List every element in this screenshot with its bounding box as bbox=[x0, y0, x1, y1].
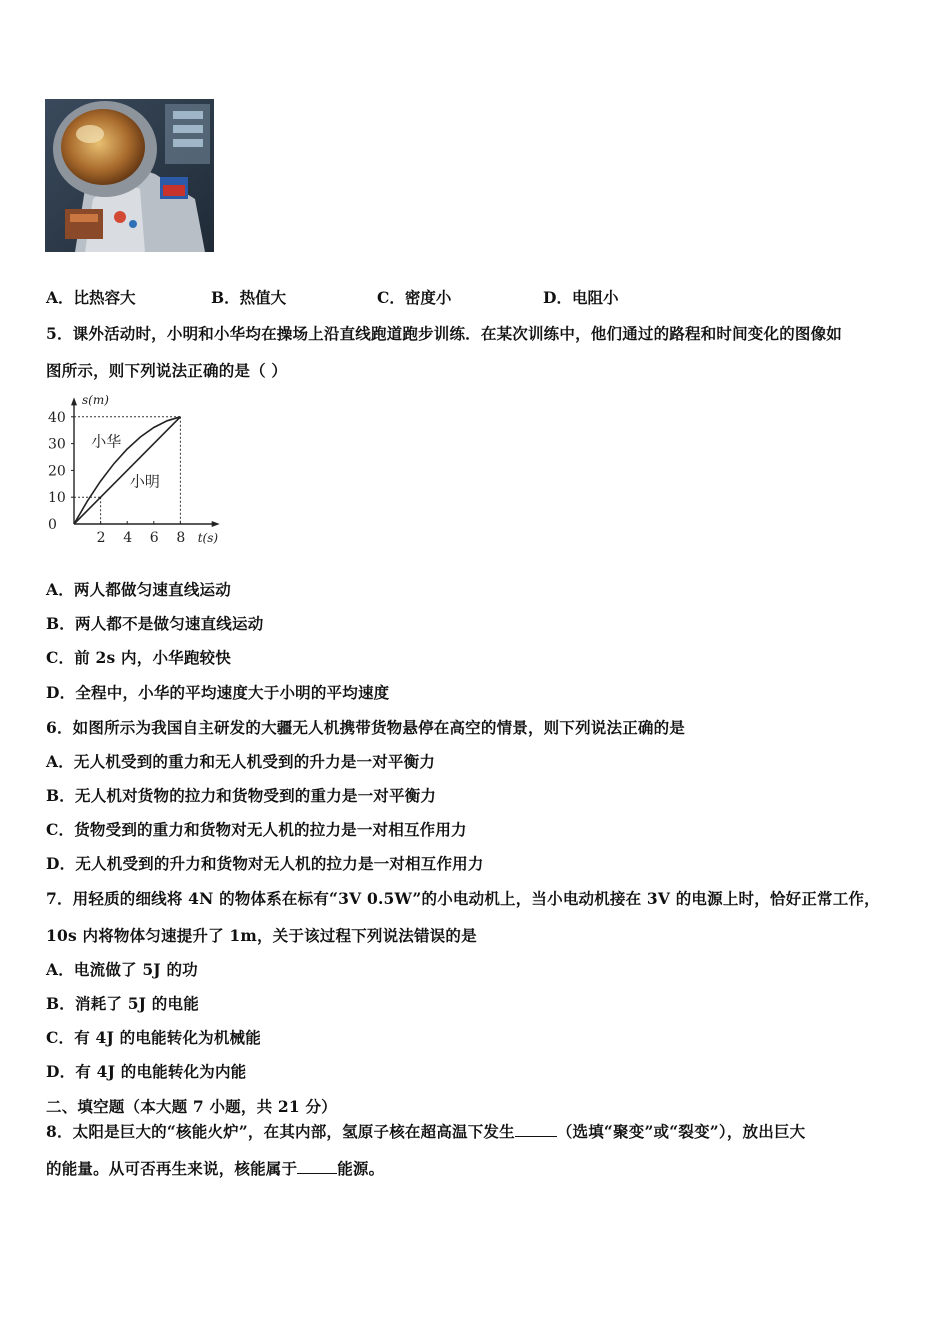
q8-text-part1: 8．太阳是巨大的“核能火炉”，在其内部，氢原子核在超高温下发生 bbox=[46, 1122, 515, 1141]
y-tick-label-0: 0 bbox=[48, 517, 57, 533]
q8-line2 bbox=[46, 1157, 384, 1179]
q4-option-b: B．热值大 bbox=[211, 288, 287, 307]
x-tick-label-3: 8 bbox=[176, 530, 186, 546]
series-label-xiaoming: 小明 bbox=[129, 472, 160, 491]
q7-option-a: A．电流做了 5J 的功 bbox=[46, 960, 198, 979]
q8-text-part2: （选填“聚变”或“裂变”），放出巨大 bbox=[556, 1122, 806, 1141]
q4-option-c: C．密度小 bbox=[377, 288, 452, 307]
q5-stem-line2: 图所示，则下列说法正确的是（ ） bbox=[46, 361, 288, 380]
q6-option-b: B．无人机对货物的拉力和货物受到的重力是一对平衡力 bbox=[46, 786, 437, 805]
q8-text-part3: 的能量。从可否再生来说，核能属于 bbox=[46, 1159, 298, 1178]
q5-option-a: A．两人都做匀速直线运动 bbox=[46, 580, 231, 599]
y-axis-label: s(m) bbox=[82, 393, 109, 407]
q7-stem-line1: 7．用轻质的细线将 4N 的物体系在标有“3V 0.5W”的小电动机上，当小电动机接在 3V 的电源上时，恰好正常工作， bbox=[46, 889, 880, 908]
y-axis-arrow bbox=[71, 397, 77, 405]
q7-stem-line2: 10s 内将物体匀速提升了 1m，关于该过程下列说法错误的是 bbox=[46, 926, 477, 945]
series-label-xiaohua: 小华 bbox=[91, 432, 122, 451]
series-line-1 bbox=[74, 417, 180, 524]
q4-option-d: D．电阻小 bbox=[543, 288, 619, 307]
q8-text-part4: 能源。 bbox=[337, 1159, 385, 1178]
q5-option-c: C．前 2s 内，小华跑较快 bbox=[46, 648, 231, 667]
x-axis-label: t(s) bbox=[197, 531, 219, 545]
x-tick-label-2: 6 bbox=[149, 530, 159, 546]
x-tick-label-0: 2 bbox=[96, 530, 106, 546]
y-tick-label-1: 10 bbox=[48, 490, 66, 507]
q5-option-d: D．全程中，小华的平均速度大于小明的平均速度 bbox=[46, 683, 390, 702]
q4-options bbox=[46, 286, 686, 306]
q8-blank-1[interactable] bbox=[515, 1122, 557, 1137]
y-tick-label-3: 30 bbox=[48, 436, 66, 453]
x-tick-label-1: 4 bbox=[123, 530, 133, 546]
y-tick-label-2: 20 bbox=[48, 463, 66, 480]
q5-option-b: B．两人都不是做匀速直线运动 bbox=[46, 614, 264, 633]
q4-option-a: A．比热容大 bbox=[46, 288, 136, 307]
q7-option-c: C．有 4J 的电能转化为机械能 bbox=[46, 1028, 261, 1047]
distance-time-chart-svg bbox=[42, 388, 227, 550]
x-axis-arrow bbox=[212, 521, 220, 527]
y-tick-label-4: 40 bbox=[48, 409, 66, 426]
q6-option-d: D．无人机受到的升力和货物对无人机的拉力是一对相互作用力 bbox=[46, 854, 484, 873]
q6-option-a: A．无人机受到的重力和无人机受到的升力是一对平衡力 bbox=[46, 752, 436, 771]
q7-option-b: B．消耗了 5J 的电能 bbox=[46, 994, 199, 1013]
q6-stem: 6．如图所示为我国自主研发的大疆无人机携带货物悬停在高空的情景，则下列说法正确的是 bbox=[46, 718, 685, 737]
q5-stem-line1: 5．课外活动时，小明和小华均在操场上沿直线跑道跑步训练．在某次训练中，他们通过的路程和时间变化的图像如 bbox=[46, 324, 842, 343]
q6-option-c: C．货物受到的重力和货物对无人机的拉力是一对相互作用力 bbox=[46, 820, 467, 839]
distance-time-graph bbox=[42, 388, 227, 550]
q7-option-d: D．有 4J 的电能转化为内能 bbox=[46, 1062, 247, 1081]
q8-blank-2[interactable] bbox=[297, 1159, 337, 1174]
section-title-fill-in: 二、填空题（本大题 7 小题，共 21 分） bbox=[46, 1097, 337, 1116]
astronaut-photo bbox=[45, 99, 214, 252]
q8-line1 bbox=[46, 1120, 805, 1142]
